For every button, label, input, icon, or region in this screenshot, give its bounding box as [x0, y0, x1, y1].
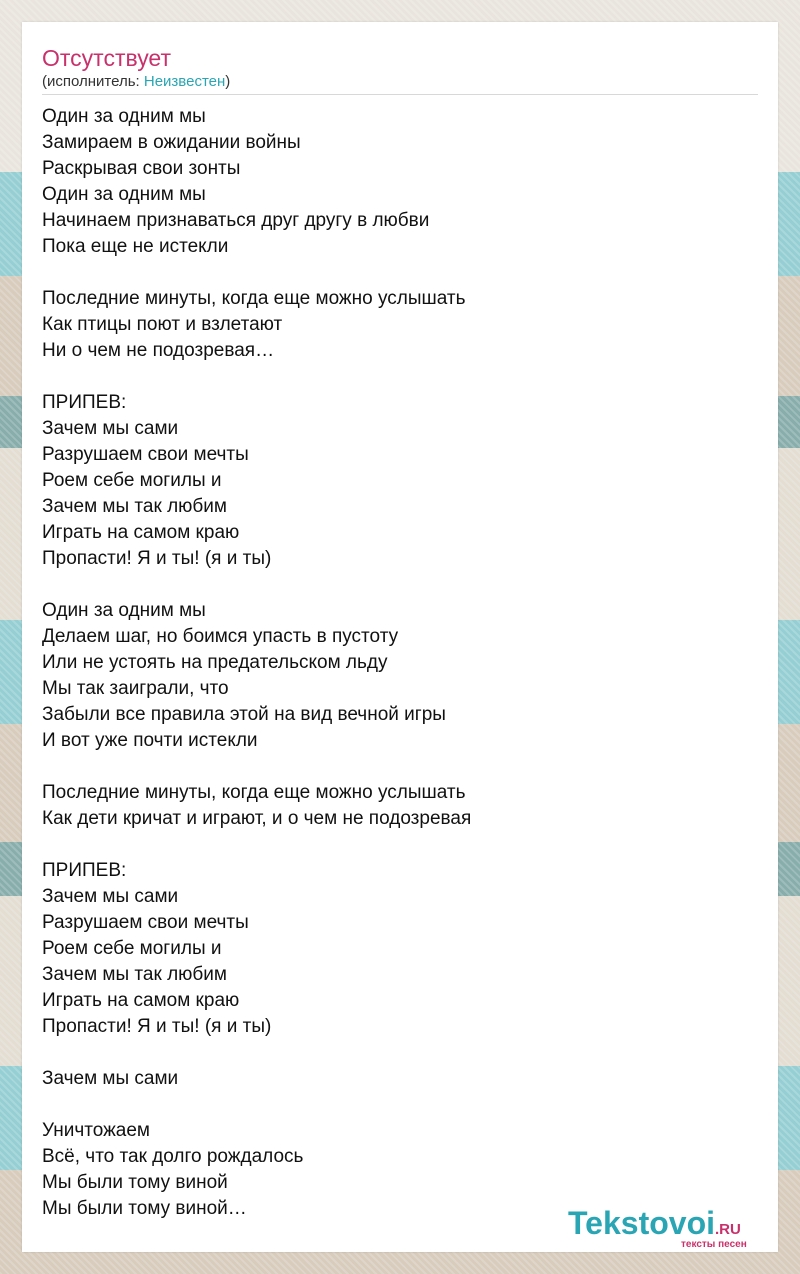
- logo-domain: .RU: [715, 1221, 741, 1238]
- title-divider: [42, 94, 758, 95]
- artist-suffix: ): [225, 73, 231, 90]
- lyrics-card: [22, 22, 778, 1252]
- logo-tagline: тексты песен: [681, 1239, 747, 1250]
- artist-link[interactable]: Неизвестен: [143, 73, 226, 90]
- artist-prefix: (исполнитель:: [42, 73, 144, 90]
- song-title: Отсутствует: [42, 45, 171, 71]
- artist-line: [42, 73, 230, 91]
- site-logo[interactable]: [568, 1204, 778, 1252]
- logo-main: Tekstovoi: [568, 1205, 715, 1241]
- lyrics-text: Один за одним мы Замираем в ожидании войны Раскрывая свои зонты Один за одним мы Начинаем признаваться друг другу в любви Пока еще не истекли Последние минуты, когда еще можно услышать Как птицы поют и взлетают Ни о чем не подозревая… ПРИПЕВ: Зачем мы сами Разрушаем свои мечты Роем себе могилы и Зачем мы так любим Играть на самом краю Пропасти! Я и ты! (я и ты) Один за одним мы Делаем шаг, но боимся упасть в пустоту Или не устоять на предательском льду Мы так заиграли, что Забыли все правила этой на вид вечной игры И вот уже почти истекли Последние минуты, когда еще можно услышать Как дети кричат и играют, и о чем не подозревая ПРИПЕВ: Зачем мы сами Разрушаем свои мечты Роем себе могилы и Зачем мы так любим Играть на самом краю Пропасти! Я и ты! (я и ты) Зачем мы сами Уничтожаем Всё, что так долго рождалось Мы были тому виной Мы были тому виной…: [42, 106, 472, 1219]
